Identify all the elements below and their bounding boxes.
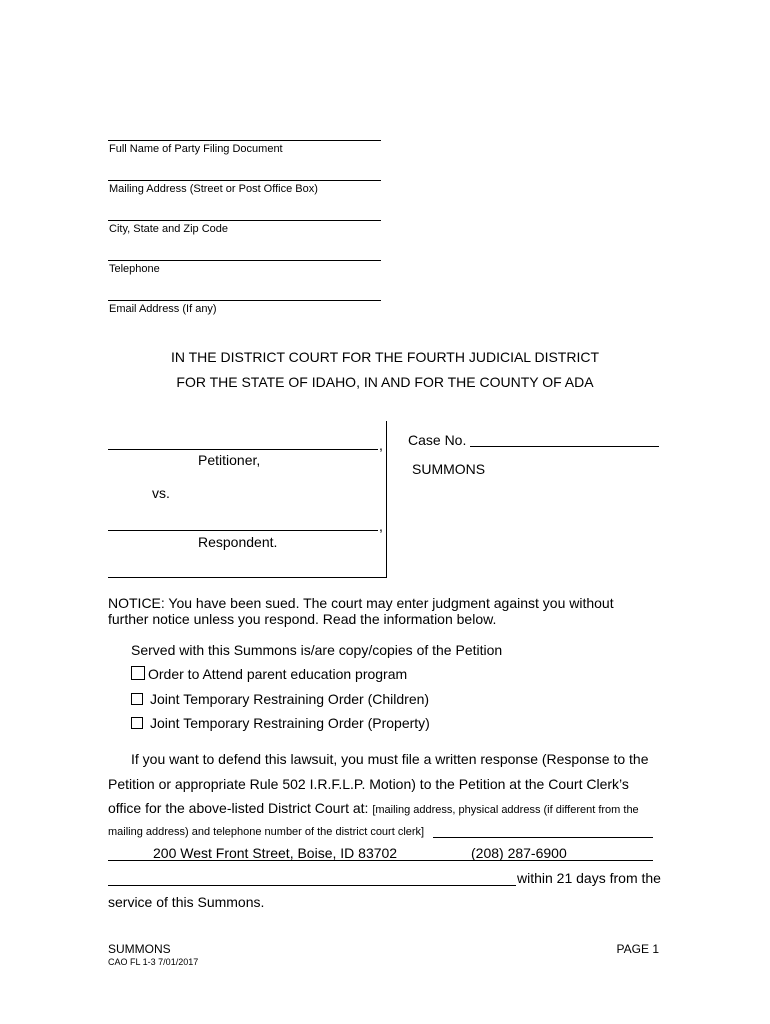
case-number-label: Case No.	[408, 432, 467, 448]
respondent-comma: ,	[379, 518, 383, 534]
option-label: Order to Attend parent education program	[148, 666, 408, 682]
court-phone: (208) 287-6900	[471, 845, 567, 861]
document-title: SUMMONS	[412, 461, 486, 477]
petitioner-label: Petitioner,	[198, 452, 261, 468]
instructions-line-4: mailing address) and telephone number of the district court clerk]	[108, 826, 425, 838]
instructions-line-2: Petition or appropriate Rule 502 I.R.F.L.P. Motion) to the Petition at the Court Clerk’s	[108, 776, 629, 792]
footer-page-number: PAGE 1	[616, 942, 659, 956]
checkbox-parent-education[interactable]	[131, 666, 145, 680]
court-heading	[0, 345, 770, 395]
instructions-line-3-small: [mailing address, physical address (if different from the	[372, 804, 639, 816]
notice-line-2: further notice unless you respond. Read the information below.	[108, 611, 497, 627]
notice-line-1: NOTICE: You have been sued. The court may enter judgment against you without	[108, 595, 614, 611]
served-option-parent-education[interactable]	[131, 666, 407, 682]
within-days-text: within 21 days from the	[517, 870, 661, 886]
instructions-line-3-main: office for the above-listed District Court at:	[108, 800, 373, 816]
court-heading-line-1: IN THE DISTRICT COURT FOR THE FOURTH JUDICIAL DISTRICT	[170, 349, 600, 365]
service-text: service of this Summons.	[108, 894, 265, 910]
clerk-info-line-1[interactable]	[433, 837, 653, 838]
full-name-label: Full Name of Party Filing Document	[109, 143, 283, 155]
caption-bracket-bottom	[108, 577, 387, 578]
footer-doc-name: SUMMONS	[108, 942, 171, 956]
instructions-line-1: If you want to defend this lawsuit, you must file a written response (Response to the	[131, 751, 649, 767]
city-state-zip-label: City, State and Zip Code	[109, 223, 229, 235]
checkbox-restraining-children[interactable]	[131, 693, 143, 705]
clerk-info-line-3[interactable]	[108, 885, 516, 886]
option-label: Joint Temporary Restraining Order (Children)	[150, 691, 430, 707]
respondent-name-line[interactable]	[108, 530, 378, 531]
court-heading-line-2: FOR THE STATE OF IDAHO, IN AND FOR THE COUNTY OF ADA	[176, 374, 594, 390]
notice	[108, 595, 614, 627]
case-number-line[interactable]	[470, 446, 659, 447]
city-state-zip-line[interactable]	[108, 220, 381, 221]
email-line[interactable]	[108, 300, 381, 301]
telephone-label: Telephone	[109, 263, 160, 275]
mailing-address-line[interactable]	[108, 180, 381, 181]
footer-form-code: CAO FL 1-3 7/01/2017	[108, 957, 199, 967]
option-label: Joint Temporary Restraining Order (Property)	[150, 715, 430, 731]
email-label: Email Address (If any)	[109, 303, 217, 315]
respondent-label: Respondent.	[198, 534, 278, 550]
caption-bracket-vertical	[386, 421, 387, 577]
petitioner-comma: ,	[379, 437, 383, 453]
served-option-restraining-property[interactable]	[131, 715, 430, 731]
versus-label: vs.	[152, 485, 170, 501]
checkbox-restraining-property[interactable]	[131, 717, 143, 729]
served-intro: Served with this Summons is/are copy/copies of the Petition	[131, 642, 503, 658]
served-option-restraining-children[interactable]	[131, 691, 429, 707]
petitioner-name-line[interactable]	[108, 449, 378, 450]
telephone-line[interactable]	[108, 260, 381, 261]
mailing-address-label: Mailing Address (Street or Post Office Box)	[109, 183, 318, 195]
instructions-line-3	[108, 800, 639, 818]
full-name-line[interactable]	[108, 140, 381, 141]
court-address: 200 West Front Street, Boise, ID 83702	[153, 845, 398, 861]
